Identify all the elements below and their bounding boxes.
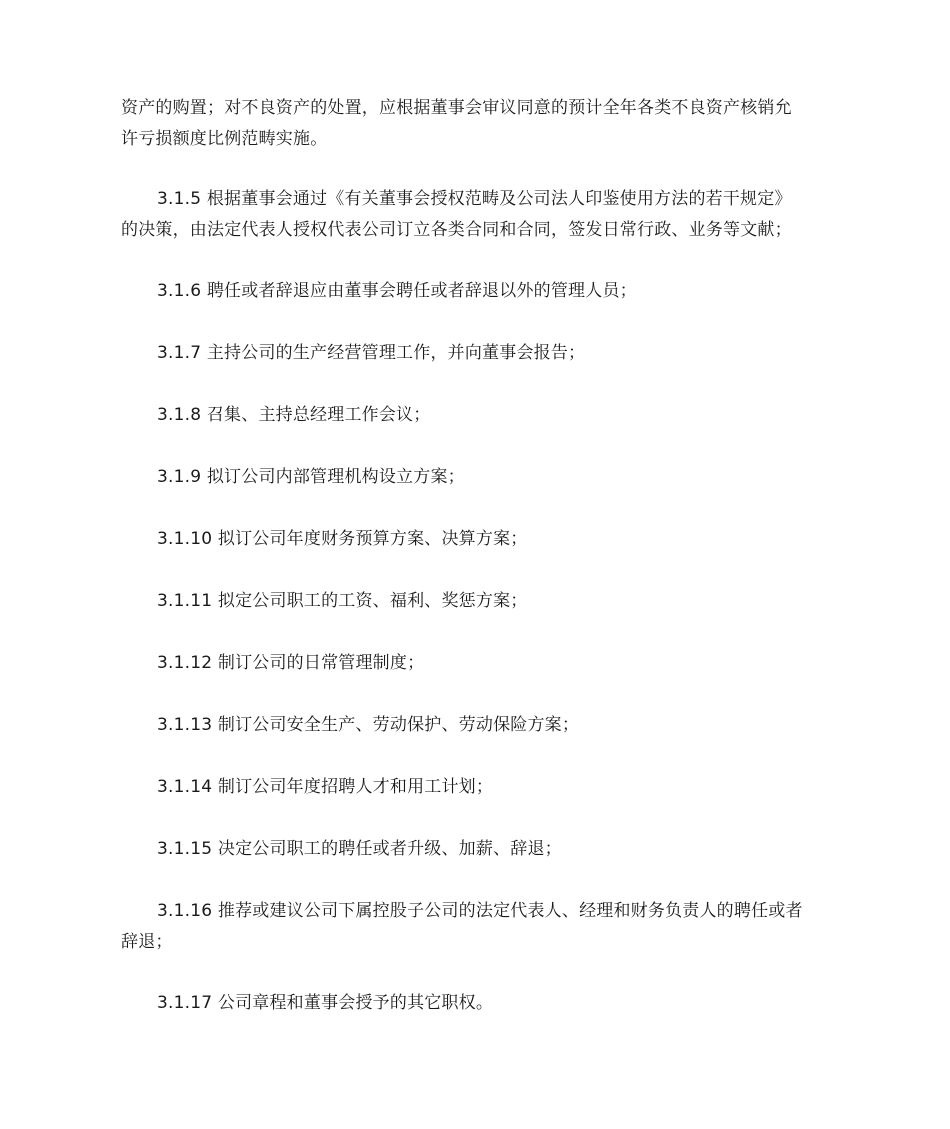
intro-line-2: 许亏损额度比例范畴实施。 <box>121 129 328 149</box>
clause-3-1-11: 3.1.11 拟定公司职工的工资、福利、奖惩方案； <box>157 591 528 611</box>
clause-3-1-9: 3.1.9 拟订公司内部管理机构设立方案； <box>157 467 465 487</box>
clause-3-1-17: 3.1.17 公司章程和董事会授予的其它职权。 <box>157 993 494 1013</box>
clause-3-1-16-line-1: 3.1.16 推荐或建议公司下属控股子公司的法定代表人、经理和财务负责人的聘任或者 <box>157 901 803 921</box>
clause-3-1-12: 3.1.12 制订公司的日常管理制度； <box>157 653 425 673</box>
clause-3-1-8: 3.1.8 召集、主持总经理工作会议； <box>157 405 431 425</box>
clause-3-1-5-line-2: 的决策，由法定代表人授权代表公司订立各类合同和合同，签发日常行政、业务等文献； <box>121 220 792 240</box>
clause-3-1-7: 3.1.7 主持公司的生产经营管理工作，并向董事会报告； <box>157 343 586 363</box>
clause-3-1-13: 3.1.13 制订公司安全生产、劳动保护、劳动保险方案； <box>157 715 580 735</box>
clause-3-1-15: 3.1.15 决定公司职工的聘任或者升级、加薪、辞退； <box>157 839 562 859</box>
intro-paragraph <box>121 93 833 155</box>
clause-3-1-10: 3.1.10 拟订公司年度财务预算方案、决算方案； <box>157 529 528 549</box>
clause-3-1-6: 3.1.6 聘任或者辞退应由董事会聘任或者辞退以外的管理人员； <box>157 281 637 301</box>
clause-3-1-16 <box>121 896 833 958</box>
clause-3-1-5-line-1: 3.1.5 根据董事会通过《有关董事会授权范畴及公司法人印鉴使用方法的若干规定》 <box>157 189 792 209</box>
intro-line-1: 资产的购置；对不良资产的处置，应根据董事会审议同意的预计全年各类不良资产核销允 <box>121 98 792 118</box>
clause-3-1-5 <box>121 184 833 246</box>
clause-3-1-14: 3.1.14 制订公司年度招聘人才和用工计划； <box>157 777 494 797</box>
clause-3-1-16-line-2: 辞退； <box>121 932 173 952</box>
